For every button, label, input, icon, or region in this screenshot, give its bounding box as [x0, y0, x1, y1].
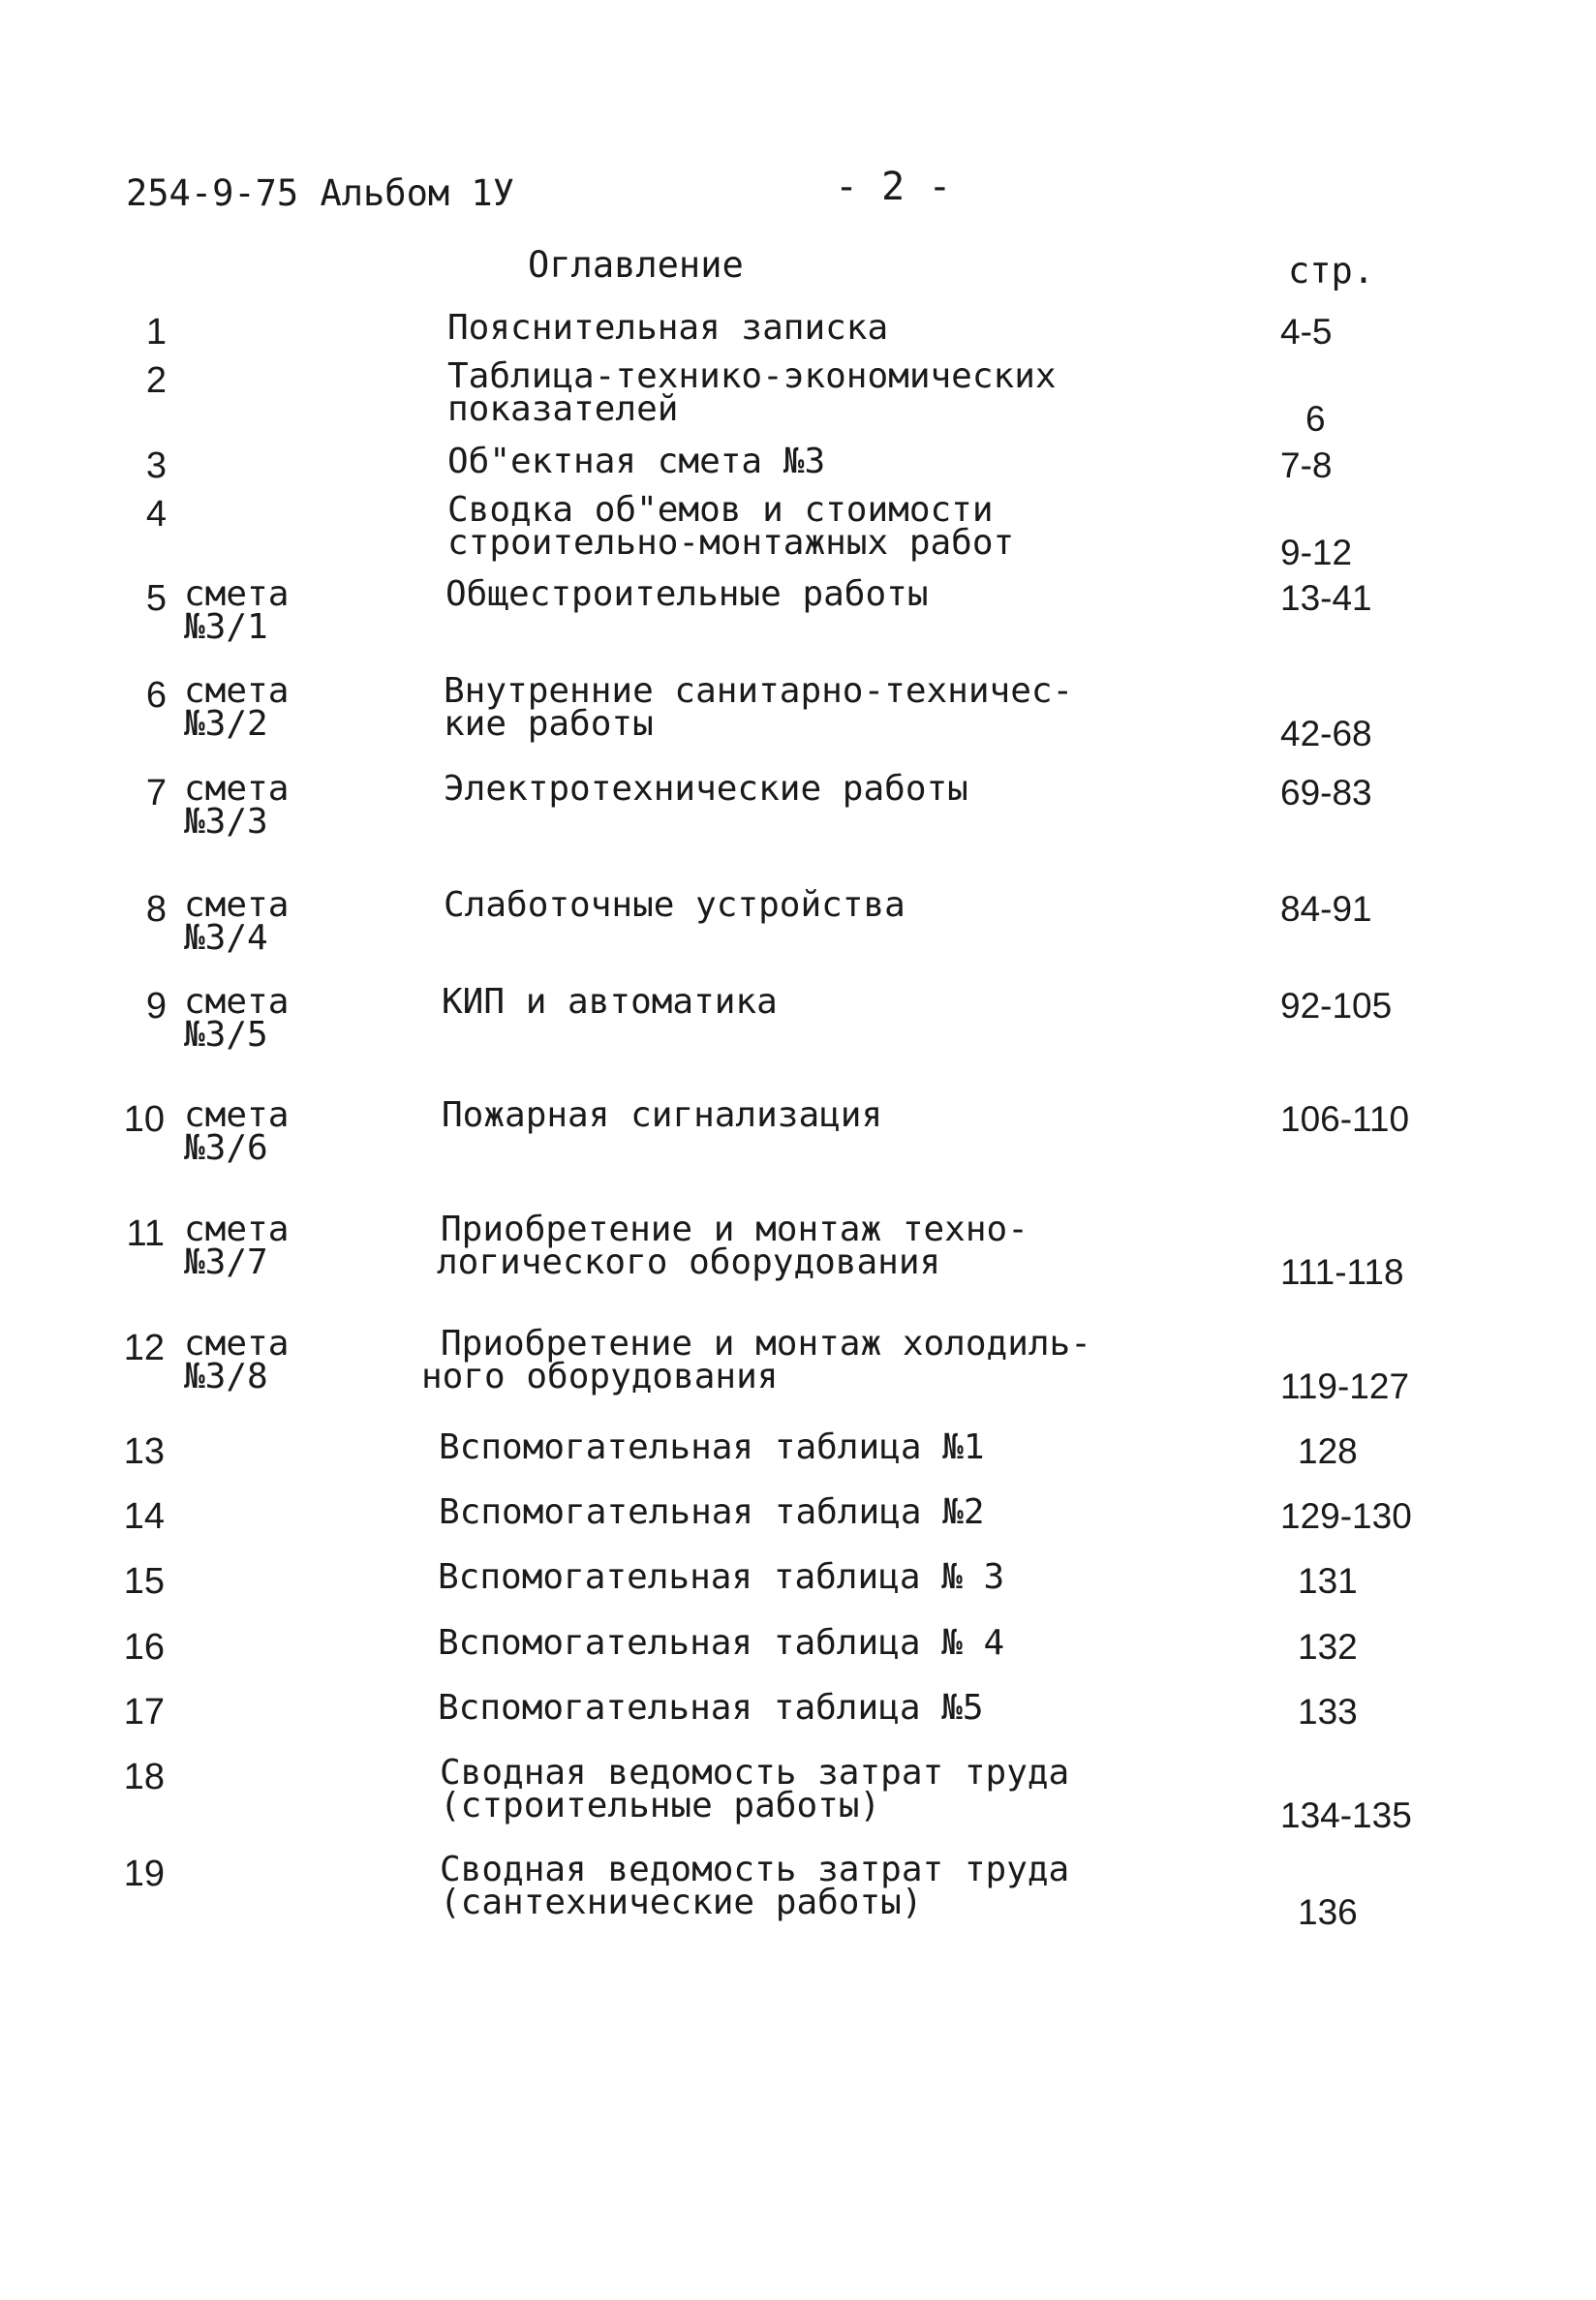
toc-row-title-line: Пожарная сигнализация: [442, 1095, 883, 1135]
toc-row-title-line: (строительные работы): [440, 1786, 881, 1825]
toc-row-number: 16: [123, 1627, 165, 1668]
toc-row-title-line: логического оборудования: [437, 1242, 941, 1282]
toc-row-number: 8: [145, 889, 167, 930]
toc-row-pages: 9-12: [1280, 533, 1353, 572]
toc-row-title-line: показателей: [447, 389, 679, 429]
toc-row-title-line: Вспомогательная таблица № 3: [438, 1557, 1005, 1597]
toc-row-title-line: Общестроительные работы: [445, 574, 929, 614]
toc-row-title-line: Приобретение и монтаж техно-: [441, 1210, 1028, 1249]
toc-row-title-line: Сводная ведомость затрат труда: [440, 1850, 1070, 1889]
toc-row-title-line: Вспомогательная таблица № 4: [438, 1623, 1005, 1663]
toc-row-title-line: Электротехнические работы: [444, 769, 968, 809]
toc-row-number: 3: [145, 445, 167, 486]
toc-row-pages: 131: [1298, 1561, 1358, 1601]
toc-row-pages: 132: [1298, 1627, 1358, 1667]
toc-row-title-line: Слаботочные устройства: [444, 885, 905, 925]
toc-row-title-line: Внутренние санитарно-техничес-: [444, 671, 1074, 711]
estimate-label: смета №3/6: [184, 1095, 290, 1168]
toc-row-number: 4: [145, 494, 167, 535]
toc-row-number: 17: [123, 1692, 165, 1733]
toc-row-title-line: Об"ектная смета №3: [447, 442, 826, 481]
toc-row-title-line: Приобретение и монтаж холодиль-: [441, 1324, 1091, 1364]
toc-row-pages: 7-8: [1280, 445, 1333, 485]
toc-row-number: 10: [123, 1099, 165, 1140]
estimate-label: смета №3/5: [184, 982, 290, 1055]
estimate-label: смета №3/2: [184, 671, 290, 744]
toc-row-number: 15: [123, 1561, 165, 1602]
toc-row-title-line: Вспомогательная таблица №5: [438, 1688, 984, 1728]
toc-row-title-line: кие работы: [444, 704, 654, 744]
toc-row-pages: 69-83: [1280, 773, 1372, 813]
estimate-label: смета №3/7: [184, 1210, 290, 1282]
toc-row-title-line: Вспомогательная таблица №1: [439, 1427, 985, 1467]
toc-row-pages: 129-130: [1280, 1496, 1412, 1536]
toc-row-number: 2: [145, 360, 167, 401]
toc-row-title-line: Сводная ведомость затрат труда: [440, 1753, 1070, 1793]
toc-row-number: 19: [123, 1854, 165, 1894]
toc-row-pages: 119-127: [1280, 1366, 1410, 1406]
toc-row-title-line: Вспомогательная таблица №2: [439, 1492, 985, 1532]
toc-row-title-line: строительно-монтажных работ: [447, 523, 1015, 563]
toc-row-pages: 42-68: [1280, 714, 1372, 753]
estimate-label: смета №3/1: [184, 574, 290, 647]
toc-row-title-line: ного оборудования: [421, 1357, 779, 1396]
toc-row-number: 9: [145, 986, 167, 1027]
toc-row-title-line: Пояснительная записка: [447, 308, 889, 348]
pages-column-header: стр.: [1288, 250, 1375, 291]
toc-row-pages: 6: [1305, 399, 1326, 439]
toc-row-number: 7: [145, 773, 167, 813]
toc-row-pages: 84-91: [1280, 889, 1372, 929]
toc-row-title-line: КИП и автоматика: [442, 982, 778, 1022]
estimate-label: смета №3/4: [184, 885, 290, 958]
document-code: 254-9-75 Альбом 1У: [126, 172, 514, 214]
toc-row-title-line: Таблица-технико-экономических: [447, 356, 1057, 396]
toc-row-title-line: (сантехнические работы): [440, 1883, 923, 1922]
page-number: - 2 -: [835, 165, 952, 209]
toc-row-pages: 111-118: [1280, 1252, 1404, 1292]
toc-row-number: 5: [145, 578, 167, 619]
toc-row-number: 11: [126, 1213, 165, 1254]
toc-row-pages: 13-41: [1280, 578, 1372, 618]
toc-row-pages: 133: [1298, 1692, 1358, 1732]
toc-row-pages: 92-105: [1280, 986, 1393, 1026]
toc-row-number: 18: [123, 1757, 165, 1797]
toc-row-number: 12: [123, 1328, 165, 1368]
toc-row-title-line: Сводка об"емов и стоимости: [447, 490, 994, 530]
estimate-label: смета №3/3: [184, 769, 290, 842]
toc-title: Оглавление: [528, 244, 744, 286]
toc-row-pages: 4-5: [1280, 312, 1333, 352]
estimate-label: смета №3/8: [184, 1324, 290, 1396]
toc-row-pages: 136: [1298, 1892, 1358, 1932]
toc-row-pages: 128: [1298, 1431, 1358, 1471]
toc-row-number: 14: [123, 1496, 165, 1537]
toc-row-number: 13: [123, 1431, 165, 1472]
toc-row-pages: 134-135: [1280, 1795, 1412, 1835]
toc-row-number: 1: [145, 312, 167, 353]
toc-row-pages: 106-110: [1280, 1099, 1410, 1139]
toc-row-number: 6: [145, 675, 167, 716]
